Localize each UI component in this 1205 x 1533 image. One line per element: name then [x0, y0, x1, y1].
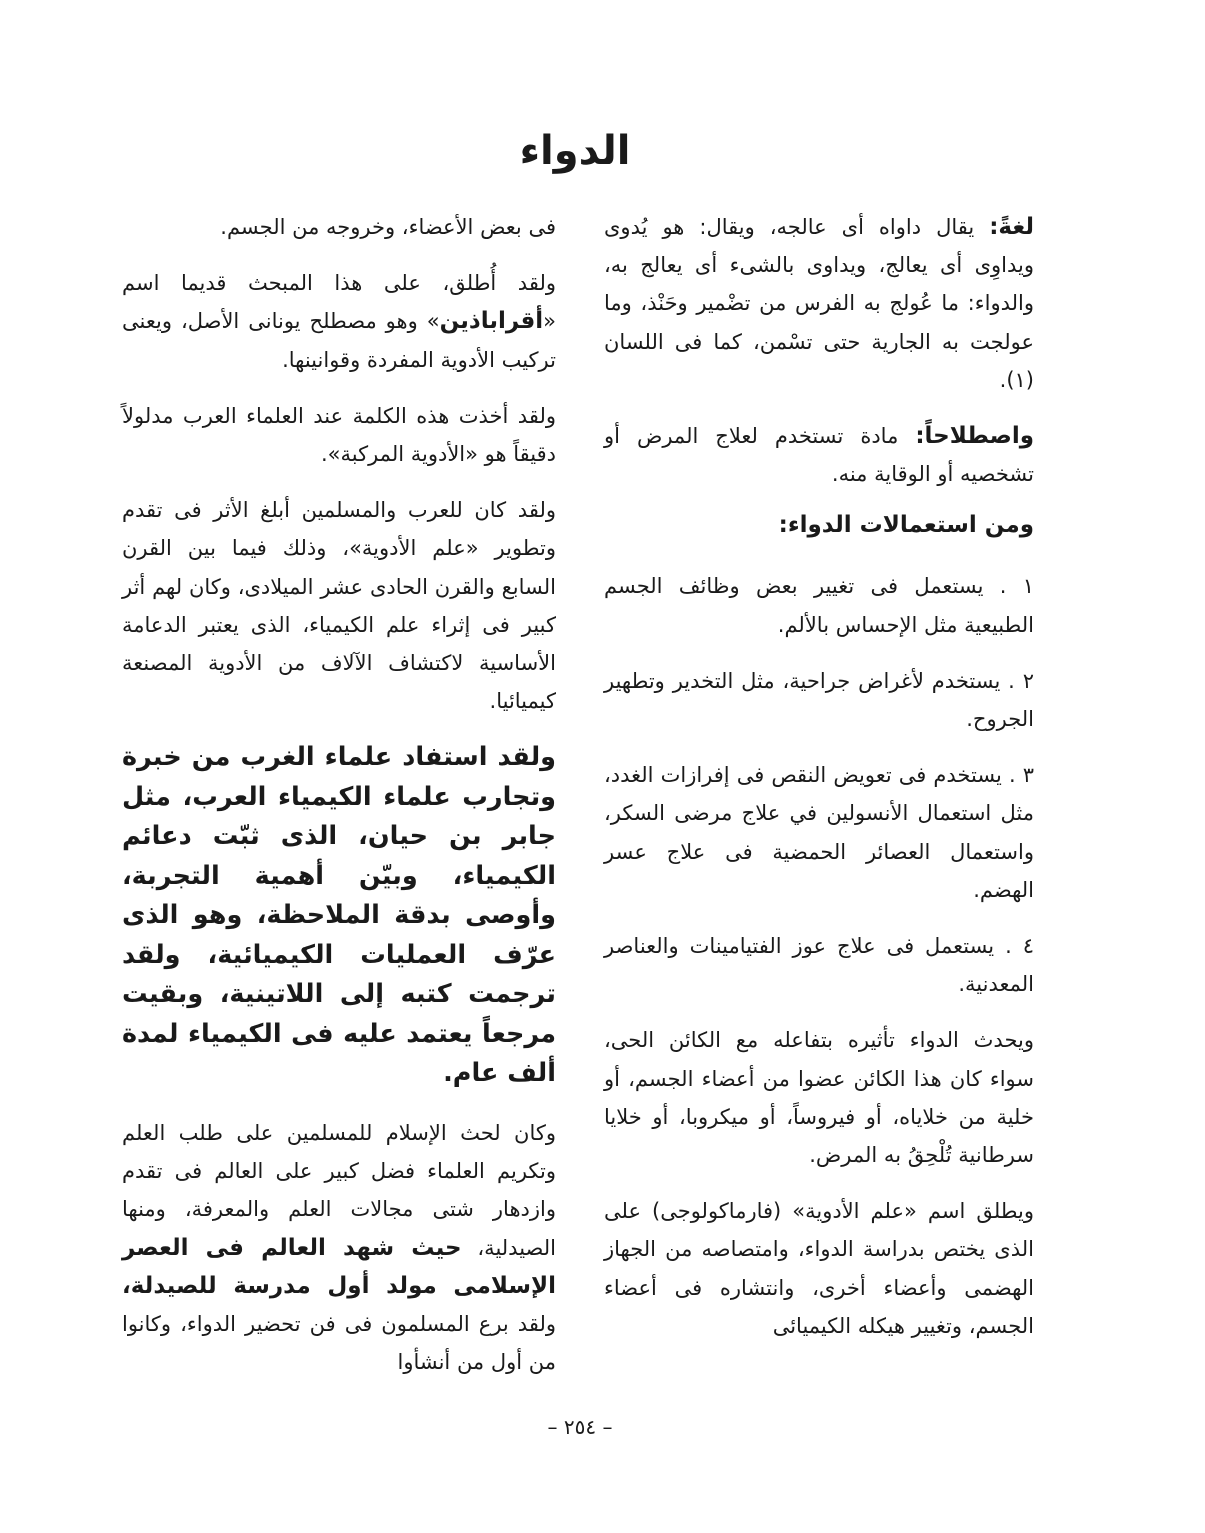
term-lughatan: لغةً:	[989, 214, 1034, 240]
aqrabadhin-text-2: » وهو مصطلح يونانى الأصل، ويعنى تركيب الأدوية المفردة وقوانينها.	[122, 309, 556, 372]
paragraph-pharmacology: ويطلق اسم «علم الأدوية» (فارماكولوجى) على الذى يختص بدراسة الدواء، وامتصاصه من الجهاز الهضمى وأعضاء أخرى، وانتشاره فى أعضاء الجسم، وتغيير هيكله الكيميائى	[604, 1199, 1034, 1338]
paragraph-word-meaning: ولقد أخذت هذه الكلمة عند العلماء العرب مدلولاً دقيقاً هو «الأدوية المركبة».	[122, 403, 556, 467]
use-item-1: ١ . يستعمل فى تغيير بعض وظائف الجسم الطبيعية مثل الإحساس بالألم.	[604, 574, 1034, 637]
paragraph-aqrabadhin	[122, 264, 556, 379]
paragraph-effect: ويحدث الدواء تأثيره بتفاعله مع الكائن الحى، سواء كان هذا الكائن عضوا من أعضاء الجسم، أو خلية من خلاياه، أو فيروساً، أو ميكروبا، أو خلايا سرطانية تُلْحِقُ به المرض.	[604, 1028, 1034, 1168]
paragraph-continuation: فى بعض الأعضاء، وخروجه من الجسم.	[220, 215, 556, 239]
use-item-2: ٢ . يستخدم لأغراض جراحية، مثل التخدير وتطهير الجروح.	[604, 668, 1034, 732]
right-column	[604, 208, 1034, 1363]
uses-heading: ومن استعمالات الدواء:	[778, 512, 1034, 539]
use-item-4: ٤ . يستعمل فى علاج عوز الفتيامينات والعناصر المعدنية.	[604, 934, 1034, 997]
definition-technical-text: مادة تستخدم لعلاج المرض أو تشخصيه أو الوقاية منه.	[604, 424, 1034, 487]
definition-linguistic-text: يقال داواه أى عالجه، ويقال: هو يُدوى ويداوِى أى يعالج، ويداوى بالشىء أى يعالج به، والدواء: ما عُولج به الفرس من تضْمير وحَنْذ، وما عولجت به الجارية حتى تسْمن، كما فى اللسان (١).	[604, 215, 1034, 392]
use-item-3: ٣ . يستخدم فى تعويض النقص فى إفرازات الغدد، مثل استعمال الأنسولين في علاج مرضى السكر، واستعمال العصائر الحمضية فى علاج عسر الهضم.	[604, 763, 1034, 902]
term-istilahan: واصطلاحاً:	[915, 423, 1034, 450]
islam-text-2: ولقد برع المسلمون فى فن تحضير الدواء، وكانوا من أول من أنشأوا	[122, 1311, 556, 1375]
aqrabadhin-text-1: ولقد أُطلق، على هذا المبحث قديما اسم «	[122, 271, 556, 334]
term-aqrabadhin: أقراباذين	[439, 308, 544, 335]
page-title: الدواء	[519, 128, 631, 174]
paragraph-islam	[122, 1114, 556, 1381]
page-number: – ٢٥٤ –	[547, 1415, 613, 1439]
islam-text-1: وكان لحث الإسلام للمسلمين على طلب العلم وتكريم العلماء فضل كبير على العالم فى تقدم وازدهار شتى مجالات العلم والمعرفة، ومنها الصيدلية،	[122, 1120, 556, 1260]
paragraph-jabir-bold: ولقد استفاد علماء الغرب من خبرة وتجارب علماء الكيمياء العرب، مثل جابر بن حيان، الذى ثبّت دعائم الكيمياء، وبيّن أهمية التجربة، وأوصى بدقة الملاحظة، وهو الذى عرّف العمليات الكيميائية، ولقد ترجمت كتبه إلى اللاتينية، وبقيت مرجعاً يعتمد عليه فى الكيمياء لمدة ألف عام.	[122, 742, 556, 1089]
islam-bold-text: حيث شهد العالم فى العصر الإسلامى مولد أول مدرسة للصيدلة،	[122, 1234, 556, 1299]
left-column	[122, 208, 556, 1399]
definition-technical	[604, 417, 1034, 493]
paragraph-arabs-contribution: ولقد كان للعرب والمسلمين أبلغ الأثر فى تقدم وتطوير «علم الأدوية»، وذلك فيما بين القرن السابع والقرن الحادى عشر الميلادى، وكان لهم أثر كبير فى إثراء علم الكيمياء، الذى يعتبر الدعامة الأساسية لاكتشاف الآلاف من الأدوية المصنعة كيميائيا.	[122, 498, 556, 714]
definition-linguistic	[604, 208, 1034, 399]
